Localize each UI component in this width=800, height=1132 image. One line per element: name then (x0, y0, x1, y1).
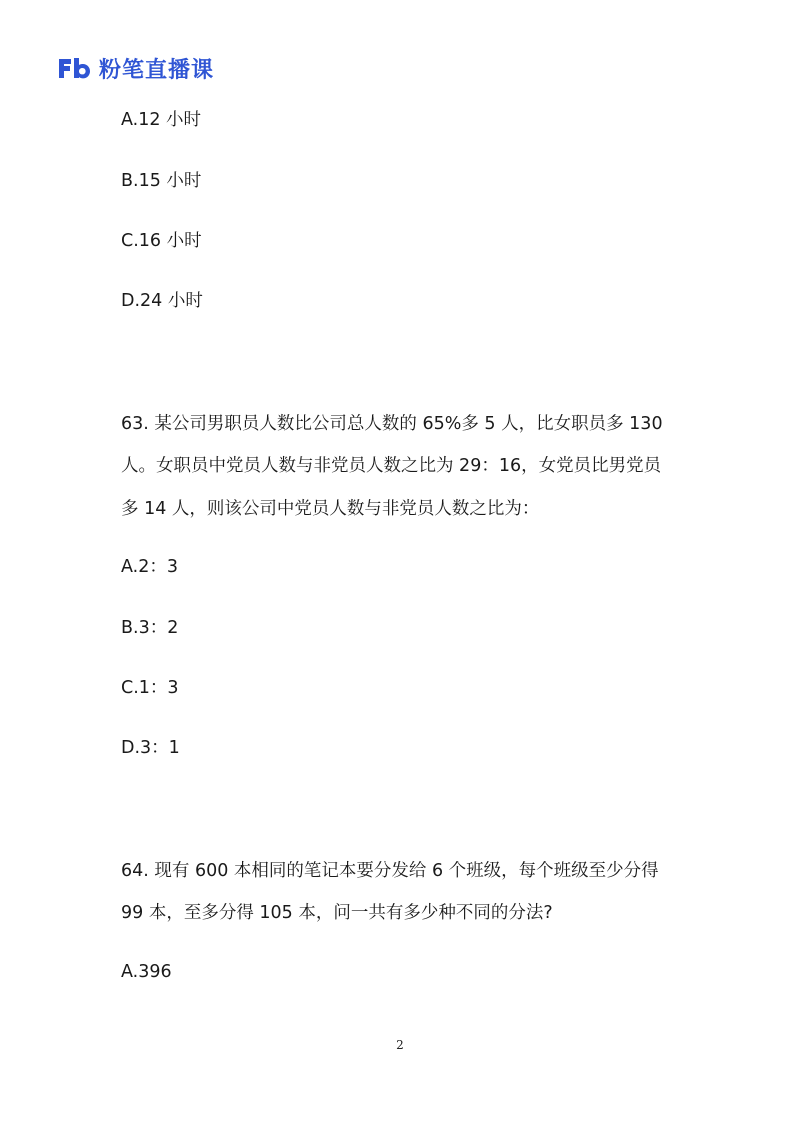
q63-option-a: A.2：3 (121, 557, 178, 577)
q63-option-c: C.1：3 (121, 678, 179, 698)
q63-option-d: D.3：1 (121, 738, 180, 758)
q64-stem-line-1: 64. 现有 600 本相同的笔记本要分发给 6 个班级，每个班级至少分得 (121, 861, 659, 881)
page-number: 2 (396, 1038, 404, 1052)
q63-stem-line-1: 63. 某公司男职员人数比公司总人数的 65%多 5 人，比女职员多 130 (121, 414, 663, 434)
page-header (57, 52, 214, 84)
q64-option-a: A.396 (121, 962, 172, 982)
q62-option-d: D.24 小时 (121, 291, 203, 311)
brand-title: 粉笔直播课 (99, 57, 215, 83)
q63-stem-line-3: 多 14 人，则该公司中党员人数与非党员人数之比为： (121, 499, 540, 519)
q63-option-b: B.3：2 (121, 618, 179, 638)
q63-stem-line-2: 人。女职员中党员人数与非党员人数之比为 29：16，女党员比男党员 (121, 456, 662, 476)
q62-option-b: B.15 小时 (121, 171, 202, 191)
q62-option-a: A.12 小时 (121, 110, 202, 130)
q64-stem-line-2: 99 本，至多分得 105 本，问一共有多少种不同的分法? (121, 903, 553, 923)
q62-option-c: C.16 小时 (121, 231, 202, 251)
fenbi-logo-icon (57, 56, 91, 80)
